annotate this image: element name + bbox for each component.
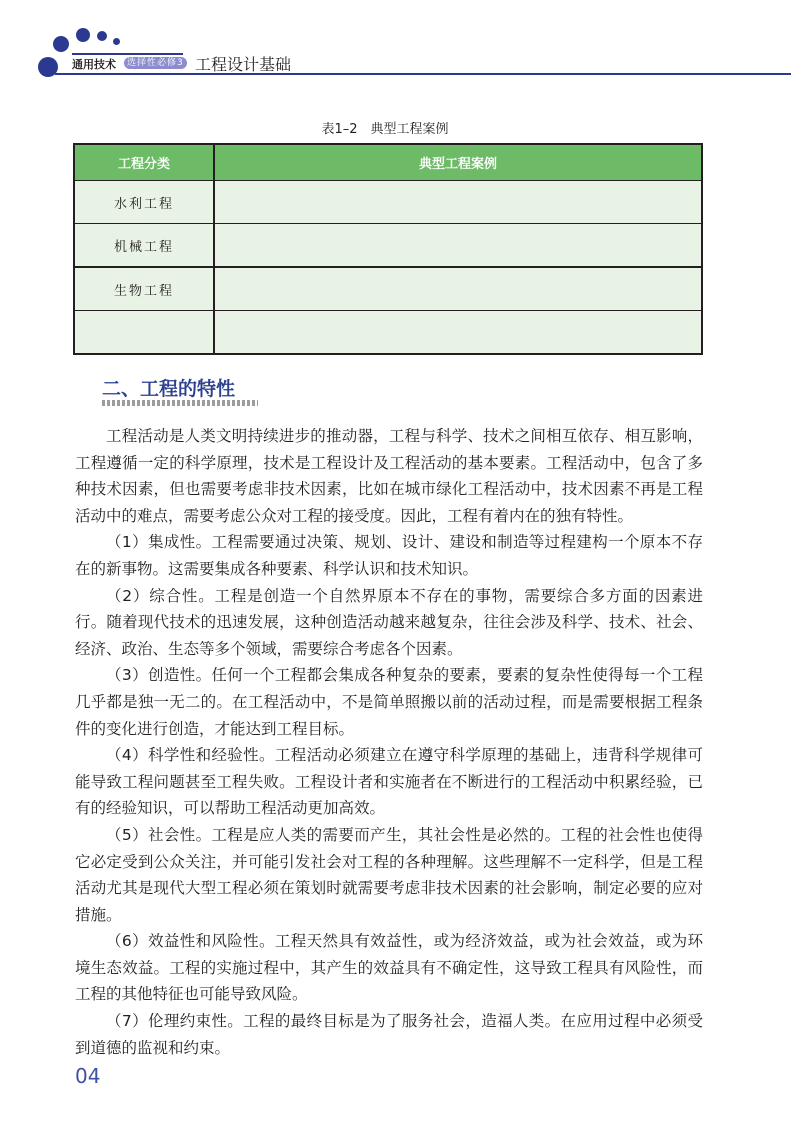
table-row — [74, 267, 702, 311]
heading-underline-decoration — [102, 400, 258, 406]
decor-dot — [53, 36, 69, 52]
paragraph: （2）综合性。工程是创造一个自然界原本不存在的事物，需要综合多方面的因素进行。随着现代技术的迅速发展，这种创造活动越来越复杂，往往会涉及科学、技术、社会、经济、政治、生态等多个领域，需要综合考虑各个因素。 — [75, 586, 703, 658]
paragraph: （1）集成性。工程需要通过决策、规划、设计、建设和制造等过程建构一个原本不存在的新事物。这需要集成各种要素、科学认识和技术知识。 — [75, 533, 703, 578]
table-cell: 生物工程 — [74, 267, 214, 311]
table-cell: 机械工程 — [74, 224, 214, 268]
page-number: 04 — [75, 1064, 101, 1088]
section-heading: 二、工程的特性 — [102, 378, 236, 400]
table-cell — [214, 181, 702, 224]
table-row — [74, 311, 702, 355]
decor-dot — [76, 28, 90, 42]
volume-badge: 选择性必修3 — [124, 57, 187, 69]
paragraph: （6）效益性和风险性。工程天然具有效益性，或为经济效益，或为社会效益，或为环境生态效益。工程的实施过程中，其产生的效益具有不确定性，这导致工程具有风险性，而工程的其他特征也可能导致风险。 — [75, 932, 703, 1004]
table-cell — [214, 311, 702, 355]
chapter-title: 工程设计基础 — [195, 55, 292, 74]
table-caption: 表1–2 典型工程案例 — [321, 122, 449, 137]
table-cell — [74, 311, 214, 355]
table-cell — [214, 224, 702, 268]
column-header: 典型工程案例 — [214, 144, 702, 181]
body-text — [75, 423, 703, 1061]
paragraph: （3）创造性。任何一个工程都会集成各种复杂的要素，要素的复杂性使得每一个工程几乎都是独一无二的。在工程活动中，不是简单照搬以前的活动过程，而是需要根据工程条件的变化进行创造，才能达到工程目标。 — [75, 666, 703, 738]
table-cell: 水利工程 — [74, 181, 214, 224]
series-title: 通用技术 — [72, 58, 116, 71]
header-short-rule — [72, 53, 183, 55]
table-row — [74, 181, 702, 224]
column-header: 工程分类 — [74, 144, 214, 181]
table-header-row — [74, 144, 702, 181]
paragraph: （7）伦理约束性。工程的最终目标是为了服务社会，造福人类。在应用过程中必须受到道德的监视和约束。 — [75, 1012, 703, 1057]
table-cell — [214, 267, 702, 311]
decor-dot — [97, 31, 107, 41]
paragraph: （4）科学性和经验性。工程活动必须建立在遵守科学原理的基础上，违背科学规律可能导致工程问题甚至工程失败。工程设计者和实施者在不断进行的工程活动中积累经验，已有的经验知识，可以帮助工程活动更加高效。 — [75, 746, 703, 818]
table-row — [74, 224, 702, 268]
paragraph: （5）社会性。工程是应人类的需要而产生，其社会性是必然的。工程的社会性也使得它必定受到公众关注，并可能引发社会对工程的各种理解。这些理解不一定科学，但是工程活动尤其是现代大型工程必须在策划时就需要考虑非技术因素的社会影响，制定必要的应对措施。 — [75, 825, 703, 924]
paragraph: 工程活动是人类文明持续进步的推动器，工程与科学、技术之间相互依存、相互影响，工程遵循一定的科学原理，技术是工程设计及工程活动的基本要素。工程活动中，包含了多种技术因素，但也需要考虑非技术因素，比如在城市绿化工程活动中，技术因素不再是工程活动中的难点，需要考虑公众对工程的接受度。因此，工程有着内在的独有特性。 — [75, 427, 703, 525]
decor-dot — [113, 38, 120, 45]
engineering-cases-table — [73, 143, 703, 355]
header-rule — [55, 73, 791, 75]
